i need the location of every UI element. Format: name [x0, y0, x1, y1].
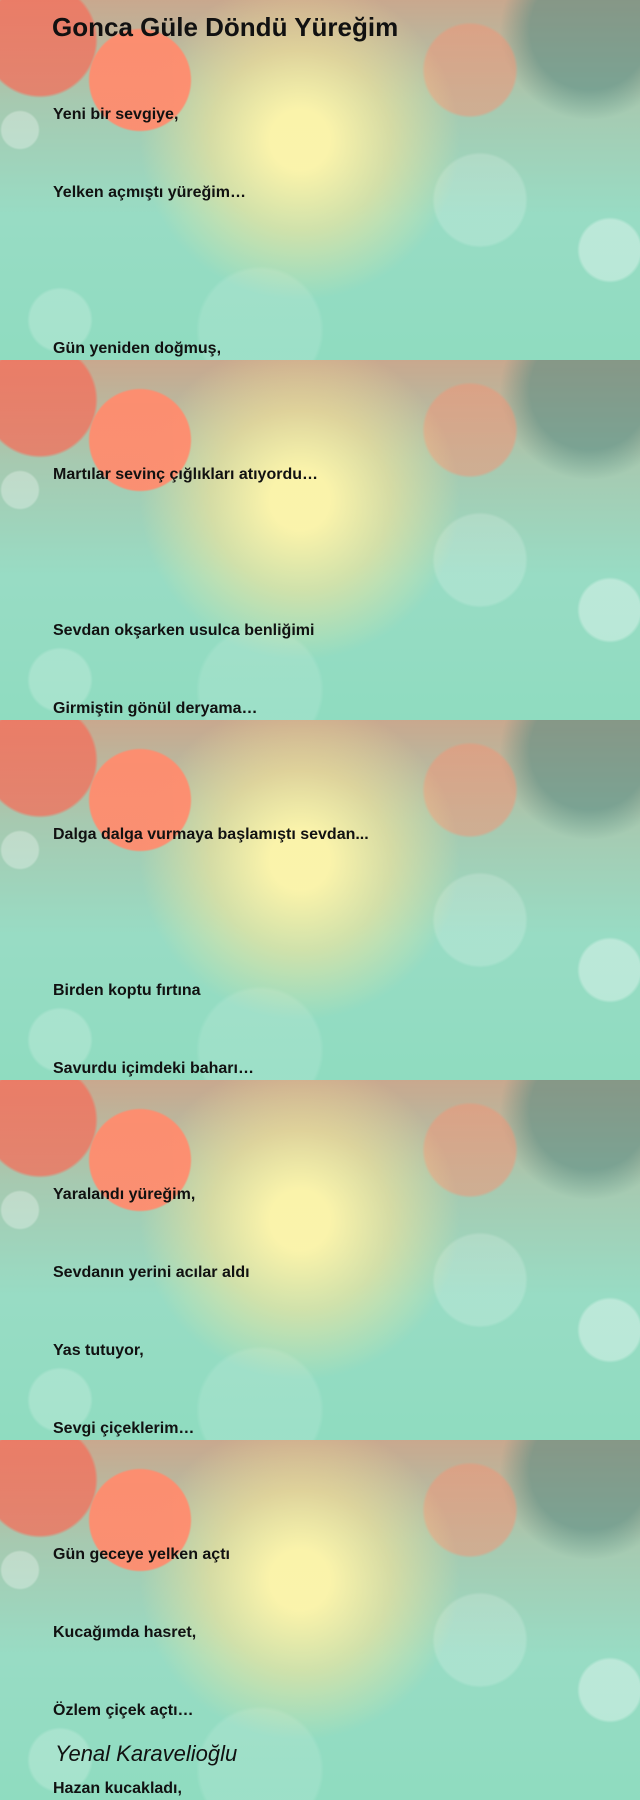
- poem-panel-1: [0, 0, 640, 360]
- poem-line: Yelken açmıştı yüreğim…: [53, 184, 246, 201]
- poem-stanza-3: [53, 770, 369, 1080]
- poem-line: Sevdan okşarken usulca benliğimi: [53, 622, 315, 639]
- poem-panel-4: [0, 1080, 640, 1440]
- poem-stanza-2: [53, 410, 365, 720]
- poem-line: Gün yeniden doğmuş,: [53, 340, 222, 357]
- poem-line: Hazan kucakladı,: [53, 1780, 182, 1797]
- poem-line: Özlem çiçek açtı…: [53, 1702, 194, 1719]
- poem-line: Savurdu içimdeki baharı…: [53, 1060, 254, 1077]
- poem-line: [53, 540, 365, 566]
- poem-stanza-4: [53, 1130, 275, 1440]
- poem-line: Sevdanın yerini acılar aldı: [53, 1264, 250, 1281]
- poem-title: Gonca Güle Döndü Yüreğim: [52, 12, 399, 42]
- poem-panel-2: [0, 360, 640, 720]
- poem-line: Yaralandı yüreğim,: [53, 1186, 196, 1203]
- poem-panel-3: [0, 720, 640, 1080]
- poem-panel-5: [0, 1440, 640, 1800]
- poem-line: Yas tutuyor,: [53, 1342, 144, 1359]
- poem-line: Girmiştin gönül deryama…: [53, 700, 258, 717]
- author-name: Yenal Karavelioğlu: [55, 1741, 238, 1766]
- poem-line: Gün geceye yelken açtı: [53, 1546, 230, 1563]
- poem-line: Kucağımda hasret,: [53, 1624, 197, 1641]
- poem-line: Sevgi çiçeklerim…: [53, 1420, 195, 1437]
- poem-line: Martılar sevinç çığlıkları atıyordu…: [53, 466, 318, 483]
- poem-line: Birden koptu fırtına: [53, 982, 201, 999]
- poem-line: [53, 900, 369, 926]
- poem-line: [53, 258, 297, 284]
- poem-line: Dalga dalga vurmaya başlamıştı sevdan...: [53, 826, 369, 843]
- poem-stanza-1: [53, 50, 297, 360]
- poem-line: Yeni bir sevgiye,: [53, 106, 179, 123]
